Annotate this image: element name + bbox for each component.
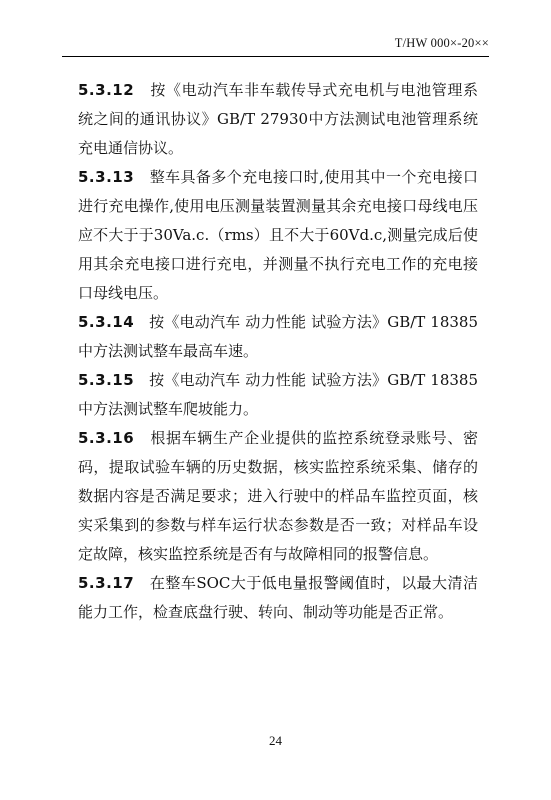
clause-text: 按《电动汽车非车载传导式充电机与电池管理系统之间的通讯协议》GB/T 27930中方法测试电池管理系统充电通信协议。 (78, 81, 478, 157)
header-divider (62, 56, 489, 57)
clause-number: 5.3.16 (78, 429, 135, 447)
document-code-header: T/HW 000×-20×× (394, 36, 489, 50)
clause-5-3-16 (78, 424, 478, 569)
clause-5-3-17 (78, 569, 478, 627)
clause-text: 根据车辆生产企业提供的监控系统登录账号、密码，提取试验车辆的历史数据，核实监控系统采集、储存的数据内容是否满足要求；进入行驶中的样品车监控页面，核实采集到的参数与样车运行状态参数是否一致；对样品车设定故障，核实监控系统是否有与故障相同的报警信息。 (78, 429, 478, 563)
clause-number: 5.3.14 (78, 313, 135, 331)
clause-number: 5.3.17 (78, 574, 135, 592)
clause-5-3-13 (78, 163, 478, 308)
clause-number: 5.3.15 (78, 371, 135, 389)
page-number: 24 (269, 733, 282, 748)
clause-text: 在整车SOC大于低电量报警阈值时，以最大清洁能力工作，检查底盘行驶、转向、制动等功能是否正常。 (78, 574, 478, 621)
clause-text: 整车具备多个充电接口时,使用其中一个充电接口进行充电操作,使用电压测量装置测量其余充电接口母线电压应不大于于30Va.c.（rms）且不大于60Vd.c,测量完成后使用其余充电接口进行充电，并测量不执行充电工作的充电接口母线电压。 (78, 168, 478, 302)
clause-5-3-15 (78, 366, 478, 424)
clause-5-3-14 (78, 308, 478, 366)
clause-5-3-12 (78, 76, 478, 163)
document-body (78, 76, 478, 627)
clause-text: 按《电动汽车 动力性能 试验方法》GB/T 18385中方法测试整车爬坡能力。 (78, 371, 478, 418)
clause-number: 5.3.13 (78, 168, 135, 186)
clause-number: 5.3.12 (78, 81, 135, 99)
clause-text: 按《电动汽车 动力性能 试验方法》GB/T 18385中方法测试整车最高车速。 (78, 313, 478, 360)
